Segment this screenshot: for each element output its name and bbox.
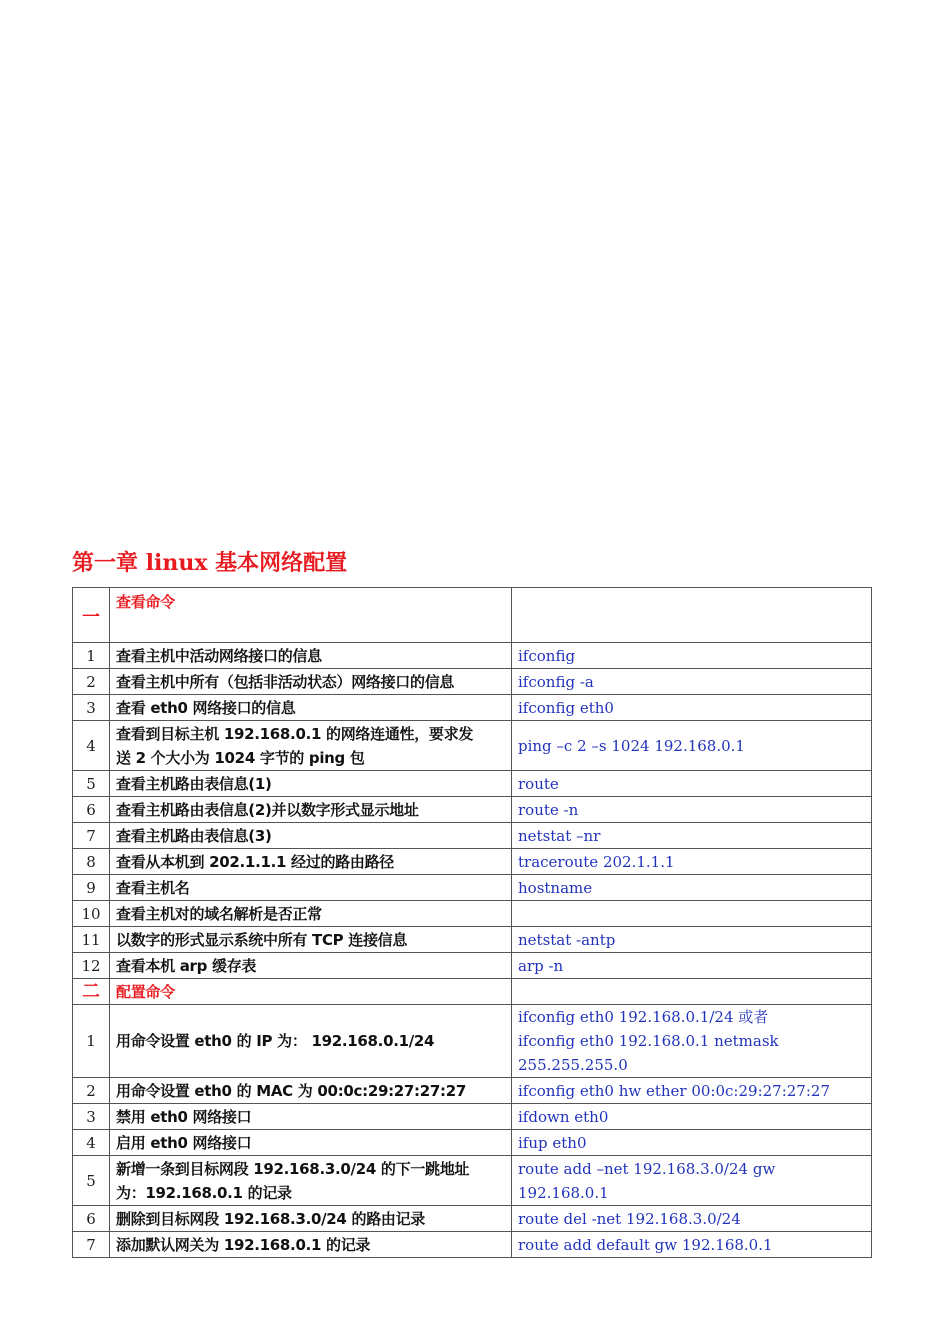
row-number: 9 (73, 875, 110, 901)
row-description (110, 797, 512, 823)
command-line: route -n (518, 800, 579, 819)
table-row (73, 721, 872, 771)
command-table-body (73, 588, 872, 1258)
command-line: ifconfig -a (518, 672, 594, 691)
row-description (110, 1078, 512, 1104)
description-line: 查看主机路由表信息(2)并以数字形式显示地址 (116, 800, 419, 819)
description-line: 查看主机路由表信息(1) (116, 774, 272, 793)
command-line: route (518, 774, 559, 793)
command-line: ping –c 2 –s 1024 192.168.0.1 (518, 736, 745, 755)
row-number: 1 (73, 643, 110, 669)
description-line: 以数字的形式显示系统中所有 TCP 连接信息 (116, 930, 408, 949)
table-row (73, 849, 872, 875)
row-command (512, 695, 872, 721)
row-number: 5 (73, 771, 110, 797)
row-description (110, 901, 512, 927)
table-row (73, 823, 872, 849)
command-line: ifdown eth0 (518, 1107, 609, 1126)
row-number: 3 (73, 1104, 110, 1130)
section-title: 查看命令 (110, 588, 512, 643)
description-line: 禁用 eth0 网络接口 (116, 1107, 252, 1126)
row-command (512, 771, 872, 797)
row-command (512, 669, 872, 695)
row-number: 2 (73, 669, 110, 695)
description-line: 用命令设置 eth0 的 MAC 为 00:0c:29:27:27:27 (116, 1081, 467, 1100)
section-number: 二 (73, 979, 110, 1005)
command-line: ifconfig (518, 646, 576, 665)
row-command (512, 1104, 872, 1130)
command-line: hostname (518, 878, 593, 897)
table-row (73, 953, 872, 979)
table-row (73, 1005, 872, 1078)
row-command (512, 849, 872, 875)
description-line: 查看主机中活动网络接口的信息 (116, 646, 322, 665)
command-line: traceroute 202.1.1.1 (518, 852, 675, 871)
row-number: 12 (73, 953, 110, 979)
row-number: 4 (73, 721, 110, 771)
row-description (110, 927, 512, 953)
command-line: ifconfig eth0 hw ether 00:0c:29:27:27:27 (518, 1081, 830, 1100)
row-description (110, 849, 512, 875)
section-header-row (73, 588, 872, 643)
command-line: ifconfig eth0 (518, 698, 614, 717)
row-command (512, 1130, 872, 1156)
command-line: netstat -antp (518, 930, 616, 949)
description-line: 送 2 个大小为 1024 字节的 ping 包 (116, 748, 365, 767)
table-row (73, 797, 872, 823)
command-table (72, 587, 872, 1258)
row-number: 8 (73, 849, 110, 875)
description-line: 启用 eth0 网络接口 (116, 1133, 252, 1152)
row-description (110, 953, 512, 979)
row-description (110, 875, 512, 901)
table-row (73, 901, 872, 927)
row-command (512, 1005, 872, 1078)
command-line: ifconfig eth0 192.168.0.1 netmask 255.255.255.0 (518, 1032, 779, 1074)
row-description (110, 1005, 512, 1078)
row-description (110, 1232, 512, 1258)
row-command (512, 1206, 872, 1232)
section-command-cell (512, 588, 872, 643)
row-command (512, 1078, 872, 1104)
row-number: 7 (73, 1232, 110, 1258)
row-number: 3 (73, 695, 110, 721)
chapter-title: 第一章 linux 基本网络配置 (72, 550, 348, 576)
row-number: 6 (73, 797, 110, 823)
command-line: arp -n (518, 956, 564, 975)
row-number: 6 (73, 1206, 110, 1232)
row-description (110, 1156, 512, 1206)
description-line: 查看主机中所有（包括非活动状态）网络接口的信息 (116, 672, 455, 691)
row-number: 2 (73, 1078, 110, 1104)
row-description (110, 669, 512, 695)
description-line: 查看主机对的域名解析是否正常 (116, 904, 322, 923)
row-command (512, 953, 872, 979)
section-command-cell (512, 979, 872, 1005)
description-line: 查看到目标主机 192.168.0.1 的网络连通性，要求发 (116, 724, 474, 743)
section-header-row (73, 979, 872, 1005)
description-line: 添加默认网关为 192.168.0.1 的记录 (116, 1235, 371, 1254)
row-description (110, 695, 512, 721)
row-description (110, 823, 512, 849)
table-row (73, 771, 872, 797)
row-description (110, 771, 512, 797)
row-number: 10 (73, 901, 110, 927)
command-line: route del -net 192.168.3.0/24 (518, 1209, 741, 1228)
row-command (512, 823, 872, 849)
row-number: 7 (73, 823, 110, 849)
table-row (73, 643, 872, 669)
section-title: 配置命令 (110, 979, 512, 1005)
row-description (110, 643, 512, 669)
table-row (73, 1156, 872, 1206)
description-line: 查看 eth0 网络接口的信息 (116, 698, 296, 717)
row-command (512, 643, 872, 669)
row-number: 1 (73, 1005, 110, 1078)
row-number: 5 (73, 1156, 110, 1206)
table-row (73, 1232, 872, 1258)
row-command (512, 797, 872, 823)
table-row (73, 1078, 872, 1104)
description-line: 查看主机路由表信息(3) (116, 826, 272, 845)
table-row (73, 927, 872, 953)
row-number: 4 (73, 1130, 110, 1156)
description-line: 为：192.168.0.1 的记录 (116, 1183, 292, 1202)
description-line: 用命令设置 eth0 的 IP 为： 192.168.0.1/24 (116, 1032, 435, 1050)
command-line: netstat –nr (518, 826, 601, 845)
table-row (73, 1130, 872, 1156)
command-line: route add default gw 192.168.0.1 (518, 1235, 773, 1254)
row-command (512, 1232, 872, 1258)
description-line: 查看从本机到 202.1.1.1 经过的路由路径 (116, 852, 394, 871)
description-line: 查看本机 arp 缓存表 (116, 956, 257, 975)
row-description (110, 721, 512, 771)
row-command (512, 721, 872, 771)
row-command (512, 901, 872, 927)
row-command (512, 927, 872, 953)
table-row (73, 1206, 872, 1232)
table-row (73, 695, 872, 721)
command-line: route add –net 192.168.3.0/24 gw 192.168.0.1 (518, 1159, 776, 1202)
section-number: 一 (73, 588, 110, 643)
description-line: 新增一条到目标网段 192.168.3.0/24 的下一跳地址 (116, 1159, 470, 1178)
row-command (512, 875, 872, 901)
command-line: ifup eth0 (518, 1133, 587, 1152)
table-row (73, 669, 872, 695)
table-row (73, 1104, 872, 1130)
description-line: 删除到目标网段 192.168.3.0/24 的路由记录 (116, 1209, 425, 1228)
row-command (512, 1156, 872, 1206)
description-line: 查看主机名 (116, 878, 190, 897)
row-number: 11 (73, 927, 110, 953)
row-description (110, 1104, 512, 1130)
row-description (110, 1206, 512, 1232)
row-description (110, 1130, 512, 1156)
command-line: ifconfig eth0 192.168.0.1/24 或者 (518, 1008, 769, 1026)
table-row (73, 875, 872, 901)
